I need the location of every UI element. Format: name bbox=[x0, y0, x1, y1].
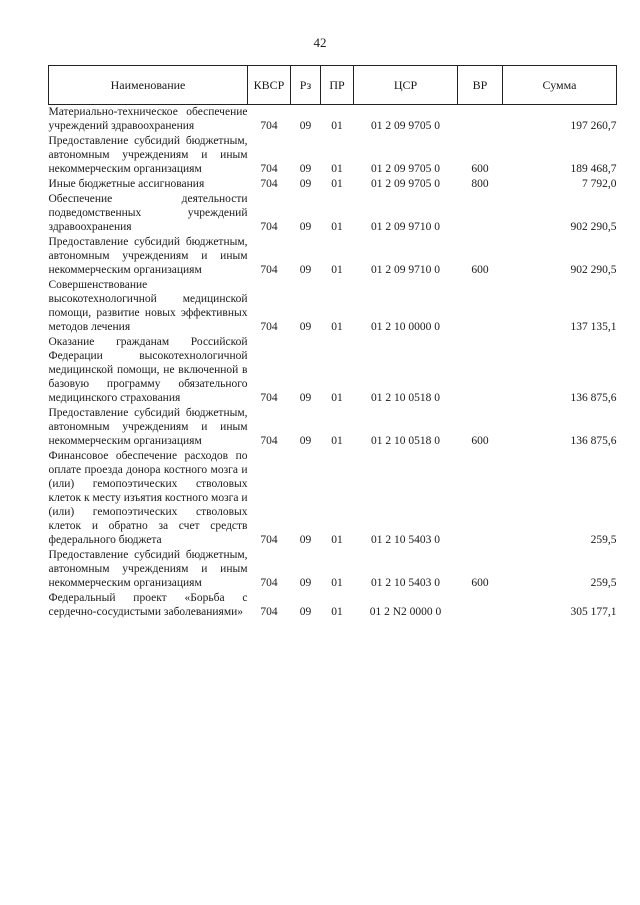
table-row bbox=[49, 449, 617, 548]
row-pr: 01 bbox=[331, 163, 343, 175]
row-vr: 600 bbox=[471, 264, 489, 276]
header-pr: ПР bbox=[321, 66, 354, 105]
row-rz: 09 bbox=[299, 577, 312, 589]
table-row bbox=[49, 177, 617, 192]
table-row bbox=[49, 335, 617, 406]
row-csr: 01 2 09 9705 0 bbox=[371, 120, 440, 132]
row-pr: 01 bbox=[331, 606, 343, 618]
table-row bbox=[49, 134, 617, 177]
row-pr: 01 bbox=[331, 221, 343, 233]
row-name: Иные бюджетные ассигнования bbox=[48, 178, 205, 190]
row-vr bbox=[458, 449, 503, 548]
row-kvsr: 704 bbox=[260, 392, 278, 404]
row-pr: 01 bbox=[331, 435, 343, 447]
table-row bbox=[49, 192, 617, 235]
table-body bbox=[49, 105, 617, 621]
row-vr bbox=[458, 278, 503, 335]
table-row bbox=[49, 406, 617, 449]
row-pr: 01 bbox=[331, 264, 343, 276]
row-rz: 09 bbox=[299, 392, 312, 404]
row-rz: 09 bbox=[299, 178, 312, 190]
row-kvsr: 704 bbox=[260, 120, 278, 132]
header-name: Наименование bbox=[49, 66, 248, 105]
row-rz: 09 bbox=[299, 606, 312, 618]
table-row bbox=[49, 105, 617, 135]
row-sum: 197 260,7 bbox=[570, 120, 617, 132]
row-name: Финансовое обеспечение расходов по оплате проезда донора костного мозга и (или) гемопоэтических стволовых клеток к месту изъятия костного мозга и (или) гемопоэтических стволовых клеток и обратно за счет средств федерального бюджета bbox=[48, 450, 248, 546]
row-kvsr: 704 bbox=[260, 534, 278, 546]
budget-table bbox=[48, 65, 617, 620]
row-sum: 902 290,5 bbox=[570, 264, 617, 276]
row-name: Материально-техническое обеспечение учреждений здравоохранения bbox=[48, 106, 248, 132]
header-rz: Рз bbox=[291, 66, 321, 105]
row-csr: 01 2 09 9705 0 bbox=[371, 163, 440, 175]
row-vr bbox=[458, 105, 503, 135]
row-name: Совершенствование высокотехнологичной медицинской помощи, развитие новых эффективных методов лечения bbox=[48, 279, 248, 333]
row-name: Предоставление субсидий бюджетным, автономным учреждениям и иным некоммерческим организациям bbox=[48, 236, 248, 276]
row-name: Предоставление субсидий бюджетным, автономным учреждениям и иным некоммерческим организациям bbox=[48, 135, 248, 175]
table-row bbox=[49, 278, 617, 335]
row-rz: 09 bbox=[299, 534, 312, 546]
row-pr: 01 bbox=[331, 178, 343, 190]
row-name: Обеспечение деятельности подведомственных учреждений здравоохранения bbox=[48, 193, 248, 233]
row-csr: 01 2 09 9710 0 bbox=[371, 264, 440, 276]
row-pr: 01 bbox=[331, 321, 343, 333]
row-csr: 01 2 10 5403 0 bbox=[371, 534, 440, 546]
row-csr: 01 2 10 0518 0 bbox=[371, 435, 440, 447]
header-vr: ВР bbox=[458, 66, 503, 105]
row-rz: 09 bbox=[299, 221, 312, 233]
row-sum: 189 468,7 bbox=[570, 163, 617, 175]
row-sum: 305 177,1 bbox=[570, 606, 617, 618]
row-pr: 01 bbox=[331, 392, 343, 404]
row-rz: 09 bbox=[299, 435, 312, 447]
row-kvsr: 704 bbox=[260, 264, 278, 276]
row-csr: 01 2 10 5403 0 bbox=[371, 577, 440, 589]
row-vr: 600 bbox=[471, 163, 489, 175]
row-name: Федеральный проект «Борьба с сердечно-сосудистыми заболеваниями» bbox=[48, 592, 248, 618]
table-row bbox=[49, 548, 617, 591]
row-kvsr: 704 bbox=[260, 321, 278, 333]
header-sum: Сумма bbox=[503, 66, 617, 105]
row-sum: 136 875,6 bbox=[570, 435, 617, 447]
row-kvsr: 704 bbox=[260, 577, 278, 589]
row-pr: 01 bbox=[331, 534, 343, 546]
row-csr: 01 2 09 9710 0 bbox=[371, 221, 440, 233]
table-row bbox=[49, 591, 617, 620]
row-csr: 01 2 10 0000 0 bbox=[371, 321, 440, 333]
row-rz: 09 bbox=[299, 264, 312, 276]
row-rz: 09 bbox=[299, 163, 312, 175]
row-name: Предоставление субсидий бюджетным, автономным учреждениям и иным некоммерческим организациям bbox=[48, 549, 248, 589]
row-csr: 01 2 N2 0000 0 bbox=[369, 606, 442, 618]
row-rz: 09 bbox=[299, 321, 312, 333]
row-vr: 600 bbox=[471, 577, 489, 589]
row-kvsr: 704 bbox=[260, 178, 278, 190]
row-name: Предоставление субсидий бюджетным, автономным учреждениям и иным некоммерческим организациям bbox=[48, 407, 248, 447]
row-name: Оказание гражданам Российской Федерации высокотехнологичной медицинской помощи, не включенной в базовую программу обязательного медицинского страхования bbox=[48, 336, 248, 404]
table-row bbox=[49, 235, 617, 278]
row-sum: 7 792,0 bbox=[582, 178, 617, 190]
row-vr: 600 bbox=[471, 435, 489, 447]
row-kvsr: 704 bbox=[260, 606, 278, 618]
row-kvsr: 704 bbox=[260, 163, 278, 175]
row-sum: 137 135,1 bbox=[570, 321, 617, 333]
row-pr: 01 bbox=[331, 120, 343, 132]
row-sum: 136 875,6 bbox=[570, 392, 617, 404]
table-header-row bbox=[49, 66, 617, 105]
page-number: 42 bbox=[313, 35, 327, 50]
header-kvsr: КВСР bbox=[248, 66, 291, 105]
row-rz: 09 bbox=[299, 120, 312, 132]
row-csr: 01 2 09 9705 0 bbox=[371, 178, 440, 190]
header-csr: ЦСР bbox=[354, 66, 458, 105]
row-csr: 01 2 10 0518 0 bbox=[371, 392, 440, 404]
row-kvsr: 704 bbox=[260, 221, 278, 233]
row-sum: 902 290,5 bbox=[570, 221, 617, 233]
row-sum: 259,5 bbox=[590, 577, 617, 589]
row-vr bbox=[458, 335, 503, 406]
row-vr bbox=[458, 591, 503, 620]
row-pr: 01 bbox=[331, 577, 343, 589]
row-vr bbox=[458, 192, 503, 235]
row-sum: 259,5 bbox=[590, 534, 617, 546]
row-kvsr: 704 bbox=[260, 435, 278, 447]
row-vr: 800 bbox=[471, 178, 489, 190]
